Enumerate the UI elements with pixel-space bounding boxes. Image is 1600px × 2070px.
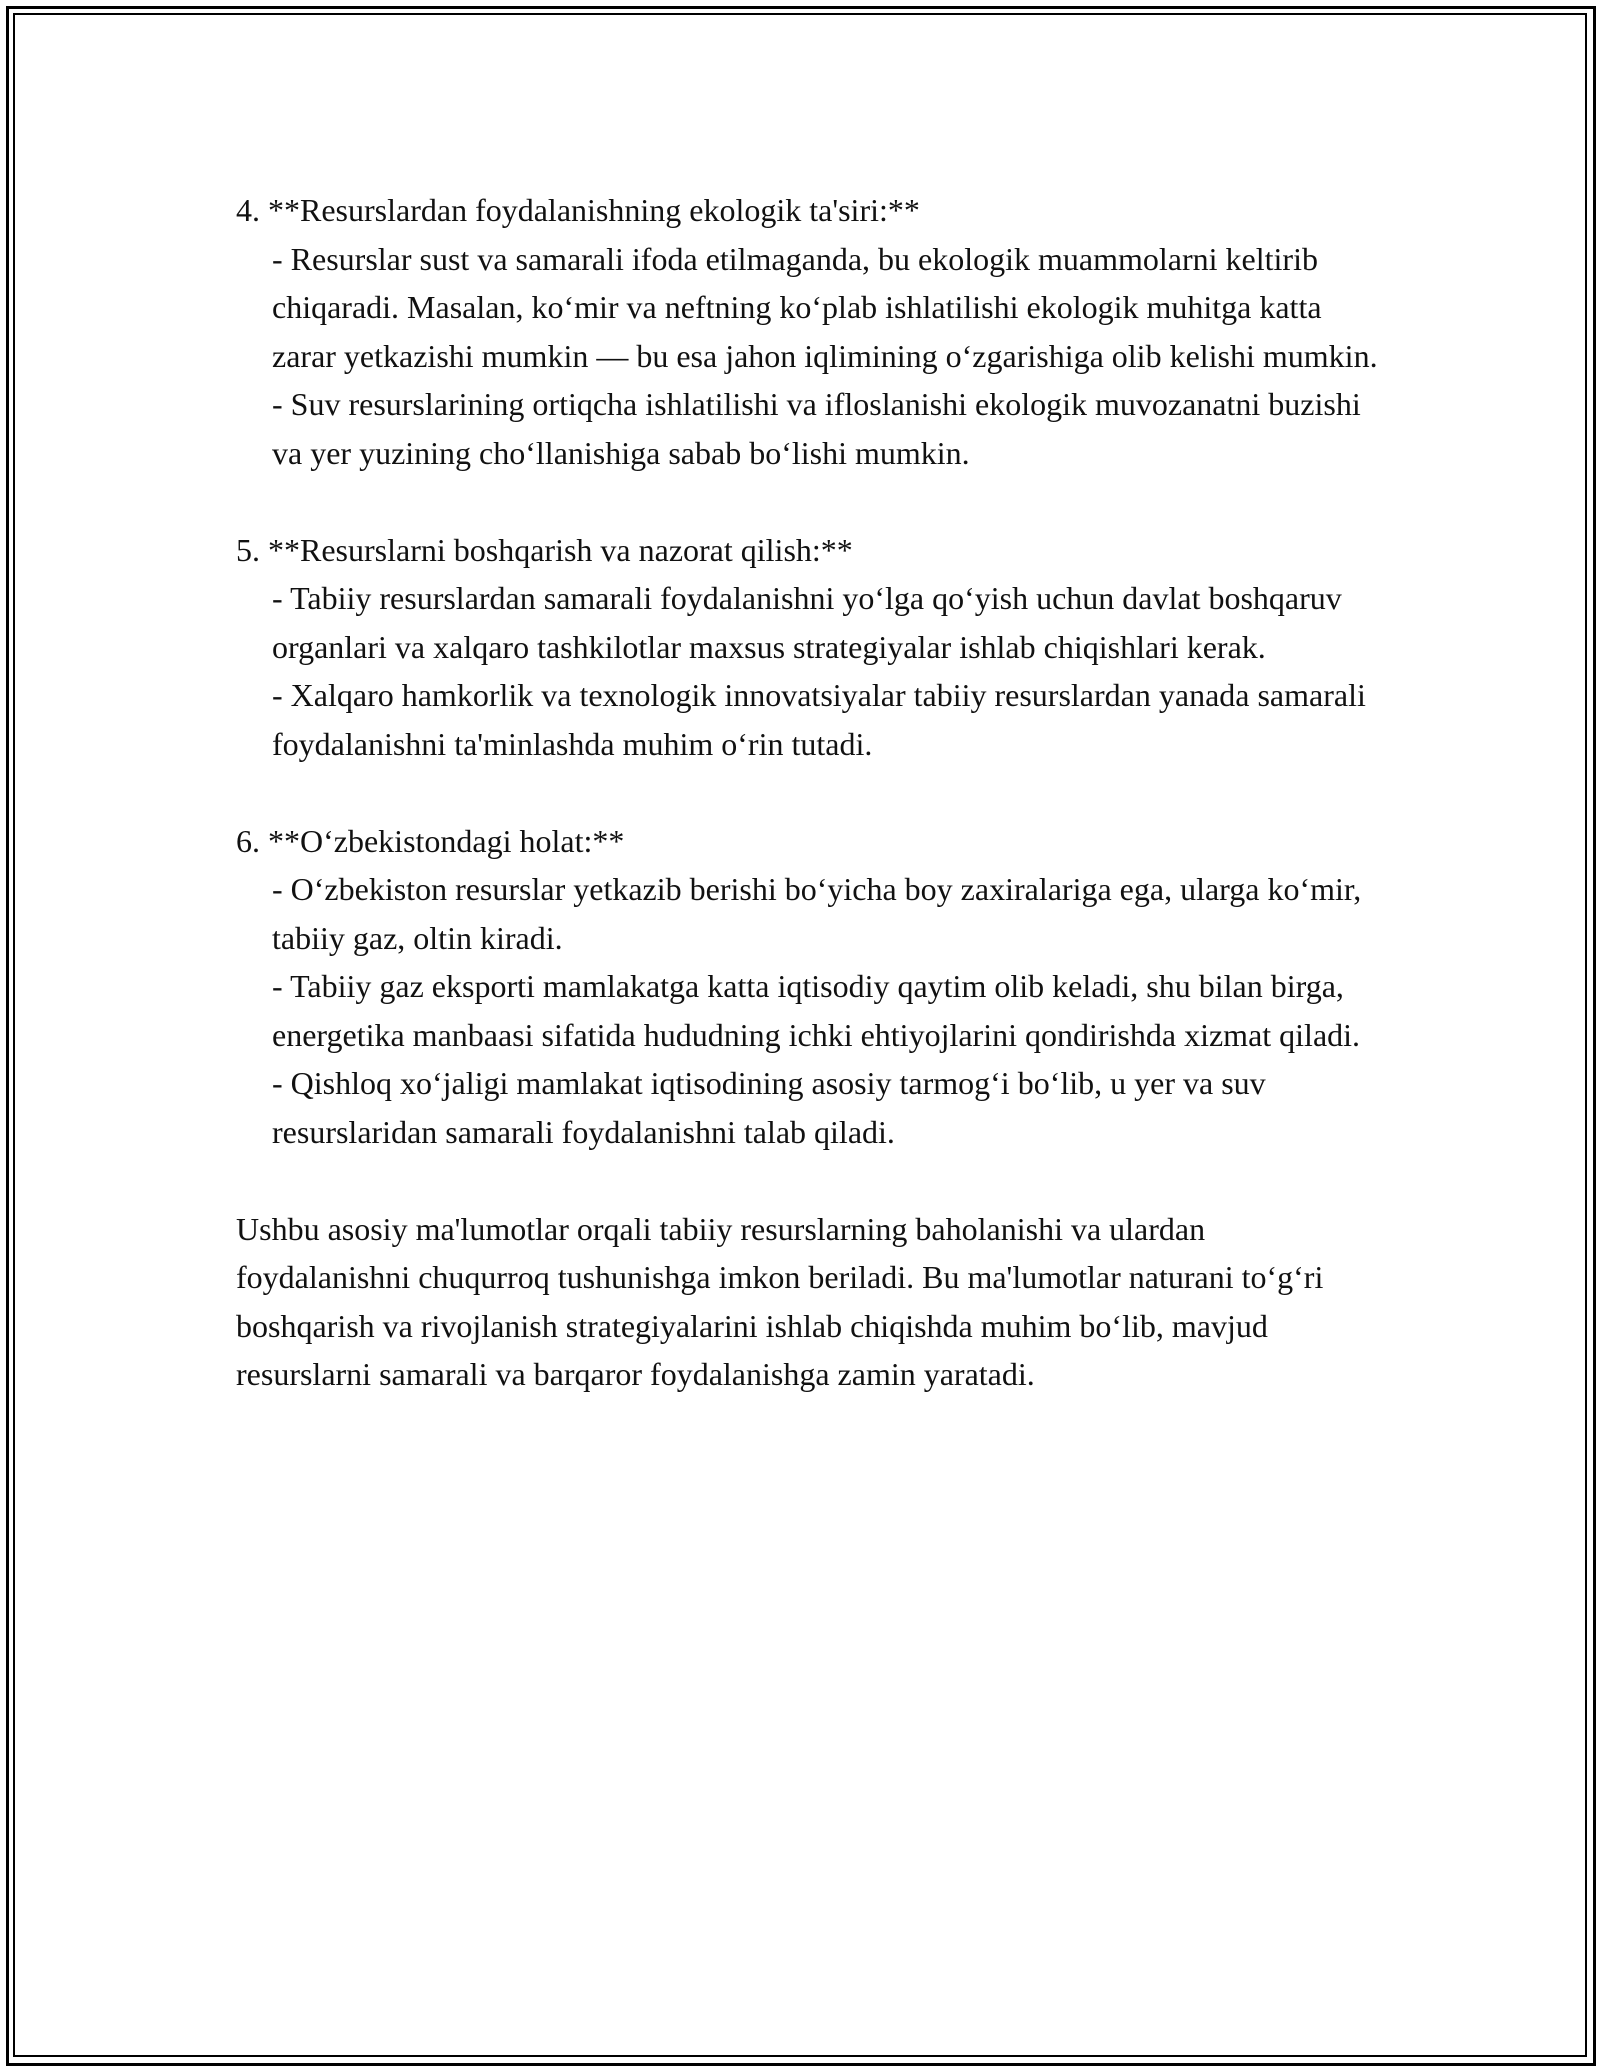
list-item-text: - Tabiiy gaz eksporti mamlakatga katta iqtisodiy qaytim olib keladi, shu bilan birga, energetika manbaasi sifatida hududning ichki ehtiyojlarini qondirishda xizmat qiladi. <box>272 968 1361 1053</box>
section-heading: 4. **Resurslardan foydalanishning ekologik ta'siri:** <box>236 192 920 228</box>
section-heading: 6. **O‘zbekistondagi holat:** <box>236 822 625 859</box>
list-item <box>236 235 1386 381</box>
list-item-text: - O‘zbekiston resurslar yetkazib berishi bo‘yicha boy zaxiralariga ega, ularga ko‘mir, tabiiy gaz, oltin kiradi. <box>272 871 1362 956</box>
list-item <box>236 1059 1386 1156</box>
list-item <box>236 671 1386 768</box>
section-ecological-impact <box>236 186 1386 477</box>
list-item-text: - Qishloq xo‘jaligi mamlakat iqtisodining asosiy tarmog‘i bo‘lib, u yer va suv resurslaridan samarali foydalanishni talab qiladi. <box>272 1065 1266 1150</box>
conclusion-paragraph <box>236 1205 1386 1399</box>
section-uzbekistan-situation <box>236 817 1386 1157</box>
list-item <box>236 865 1386 962</box>
list-item-text: - Tabiiy resurslardan samarali foydalanishni yo‘lga qo‘yish uchun davlat boshqaruv organlari va xalqaro tashkilotlar maxsus strategiyalar ishlab chiqishlari kerak. <box>272 580 1342 665</box>
conclusion-text: Ushbu asosiy ma'lumotlar orqali tabiiy resurslarning baholanishi va ulardan foydalanishni chuqurroq tushunishga imkon beriladi. Bu ma'lumotlar naturani to‘g‘ri boshqarish va rivojlanish strategiyalarini ishlab chiqishda muhim bo‘lib, mavjud resurslarni samarali va barqaror foydalanishga zamin yaratadi. <box>236 1210 1332 1392</box>
list-item <box>236 380 1386 477</box>
section-heading: 5. **Resurslarni boshqarish va nazorat qilish:** <box>236 531 853 568</box>
list-item <box>236 574 1386 671</box>
list-item <box>236 962 1386 1059</box>
list-item-text: - Xalqaro hamkorlik va texnologik innovatsiyalar tabiiy resurslardan yanada samarali foydalanishni ta'minlashda muhim o‘rin tutadi. <box>272 677 1366 762</box>
list-item-text: - Resurslar sust va samarali ifoda etilmaganda, bu ekologik muammolarni keltirib chiqaradi. Masalan, ko‘mir va neftning ko‘plab ishlatilishi ekologik muhitga katta zarar yetkazishi mumkin — bu esa jahon iqlimining o‘zgarishiga olib kelishi mumkin. <box>272 240 1378 374</box>
section-resource-management <box>236 526 1386 769</box>
document-body <box>236 186 1386 1447</box>
list-item-text: - Suv resurslarining ortiqcha ishlatilishi va ifloslanishi ekologik muvozanatni buzishi va yer yuzining cho‘llanishiga sabab bo‘lishi mumkin. <box>272 386 1361 471</box>
